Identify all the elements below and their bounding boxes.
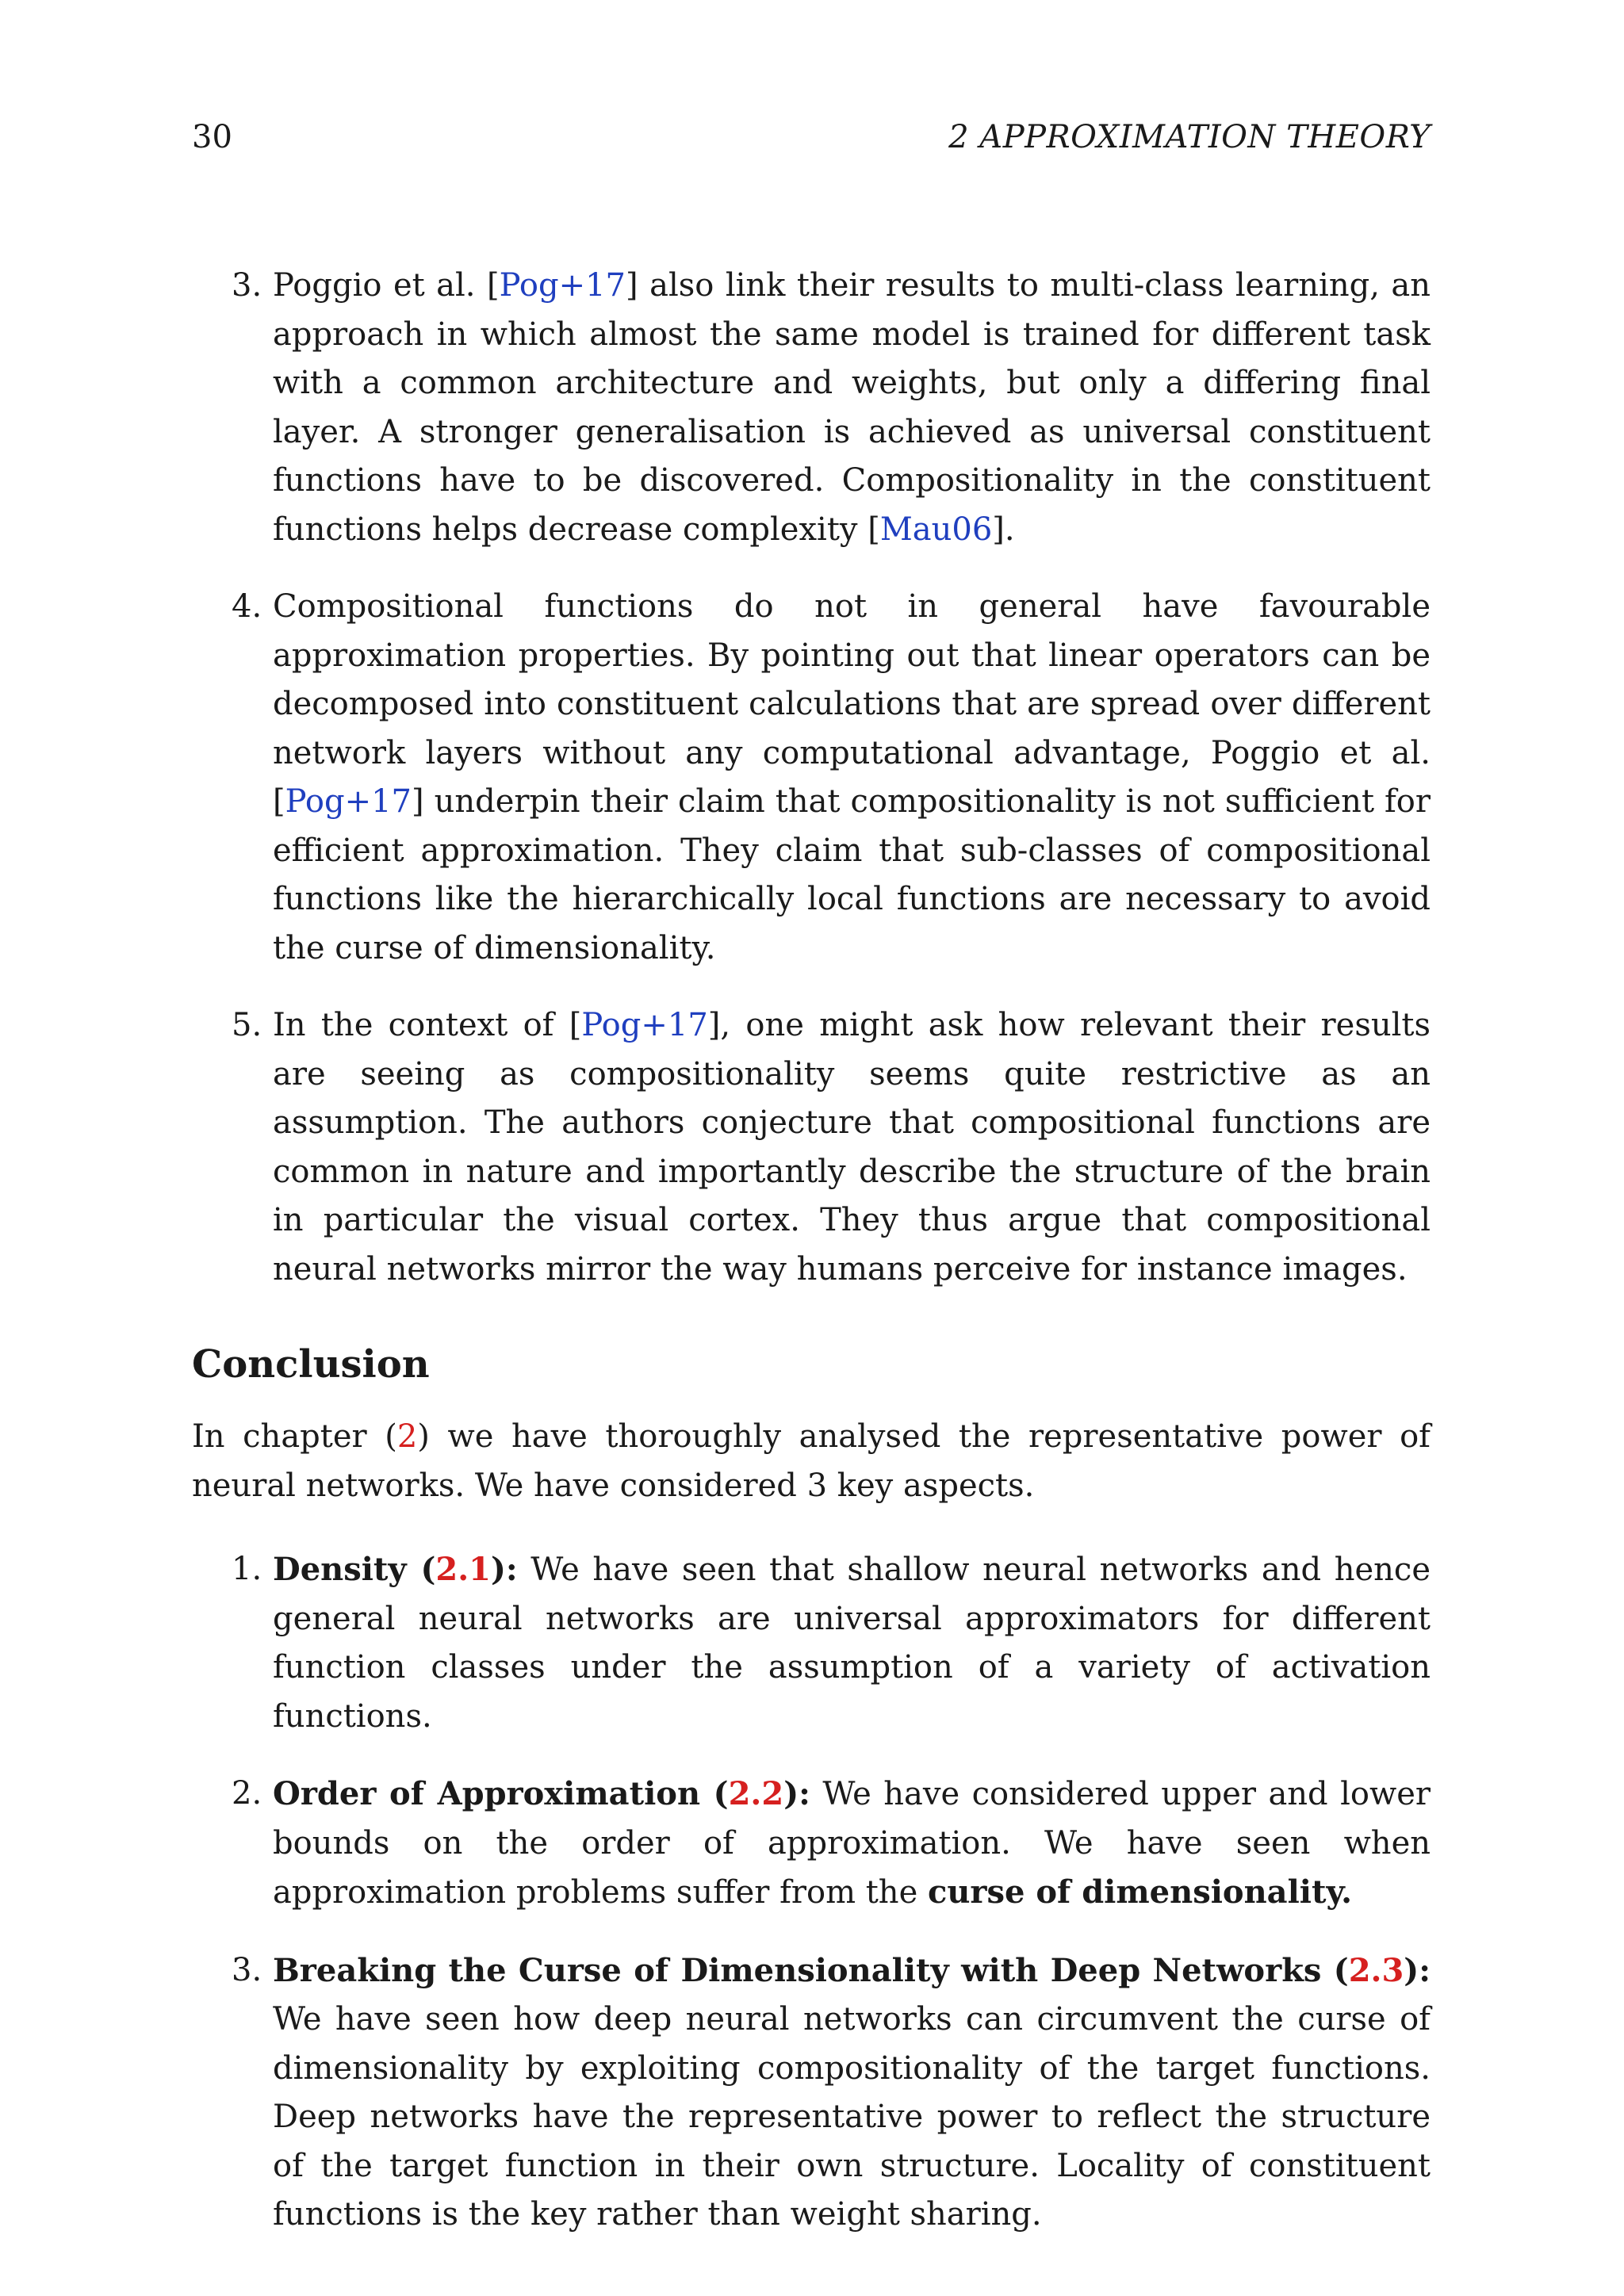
running-title: 2 APPROXIMATION THEORY — [948, 119, 1431, 155]
item-text: ]. — [992, 511, 1015, 548]
page-number: 30 — [192, 119, 232, 155]
item-text: In the context of [ — [273, 1007, 582, 1043]
conclusion-intro — [192, 1413, 1431, 1510]
item-title-end: ): — [783, 1775, 810, 1812]
item-text: ] underpin their claim that compositionality is not sufficient for efficient approximation. They claim that sub-classes of compositional functions like the hierarchically local functions are necessary to avoid the curse of dimensionality. — [273, 783, 1431, 966]
item-title — [273, 1551, 518, 1588]
item-title-end: ): — [490, 1551, 518, 1588]
section-ref-link[interactable]: 2.2 — [728, 1775, 784, 1812]
item-number: 4. — [232, 588, 262, 625]
item-text: Poggio et al. [ — [273, 267, 500, 304]
item-text: We have seen that shallow neural networks and hence general neural networks are universal approximators for different function classes under the assumption of a variety of activation functions. — [273, 1552, 1431, 1735]
item-text: ] also link their results to multi-class learning, an approach in which almost the same model is trained for different task with a common architecture and weights, but only a differing final layer. A stronger generalisation is achieved as universal constituent functions have to be discovered. Compositionality in the constituent functions helps decrease complexity [ — [273, 267, 1431, 548]
section-ref-link[interactable]: 2.1 — [435, 1551, 491, 1588]
item-text: We have seen how deep neural networks can circumvent the curse of dimensionality by exploiting compositionality of the target functions. Deep networks have the representative power to reflect the structure of the target function in their own structure. Locality of constituent functions is the key rather than weight sharing. — [273, 2001, 1431, 2233]
citation-link[interactable]: Pog+17 — [581, 1007, 708, 1043]
item-text: ], one might ask how relevant their results are seeing as compositionality seems quite restrictive as an assumption. The authors conjecture that compositional functions are common in nature and importantly describe the structure of the brain in particular the visual cortex. They thus argue that compositional neural networks mirror the way humans perceive for instance images. — [273, 1007, 1431, 1288]
list-item — [192, 583, 1431, 973]
section-heading: Conclusion — [192, 1342, 430, 1387]
list-item — [192, 262, 1431, 554]
item-number: 3. — [232, 267, 262, 304]
item-text: We have considered upper and lower bounds on the order of approximation. We have seen when approximation problems suffer from the — [273, 1776, 1431, 1911]
intro-text: ) we have thoroughly analysed the representative power of neural networks. We have considered 3 key aspects. — [192, 1418, 1431, 1504]
item-text: Compositional functions do not in general have favourable approximation properties. By pointing out that linear operators can be decomposed into constituent calculations that are spread over different network layers without any computational advantage, Poggio et al. [ — [273, 588, 1431, 820]
list-item — [192, 1001, 1431, 1294]
item-title — [273, 1952, 1431, 1989]
list-item — [192, 1946, 1431, 2240]
item-title — [273, 1775, 810, 1812]
section-ref-link[interactable]: 2.3 — [1348, 1951, 1404, 1989]
item-bold-phrase: curse of dimensionality. — [927, 1873, 1353, 1911]
item-title-text: Breaking the Curse of Dimensionality with Deep Networks ( — [273, 1951, 1349, 1989]
item-title-text: Order of Approximation ( — [273, 1775, 729, 1812]
conclusion-list — [192, 1545, 1431, 2240]
item-title-end: ): — [1404, 1951, 1431, 1989]
chapter-ref-link[interactable]: 2 — [396, 1418, 418, 1455]
page-body — [192, 262, 1431, 2268]
page-header — [192, 119, 1431, 166]
item-number: 3. — [232, 1951, 262, 1988]
list-item — [192, 1545, 1431, 1741]
citation-link[interactable]: Pog+17 — [285, 783, 412, 820]
citation-link[interactable]: Mau06 — [879, 511, 993, 548]
item-number: 2. — [232, 1775, 262, 1812]
list-item — [192, 1770, 1431, 1918]
item-number: 1. — [232, 1551, 262, 1587]
intro-text: In chapter ( — [192, 1418, 397, 1455]
citation-link[interactable]: Pog+17 — [499, 267, 626, 304]
item-number: 5. — [232, 1007, 262, 1043]
remarks-list — [192, 262, 1431, 1294]
item-title-text: Density ( — [273, 1551, 436, 1588]
